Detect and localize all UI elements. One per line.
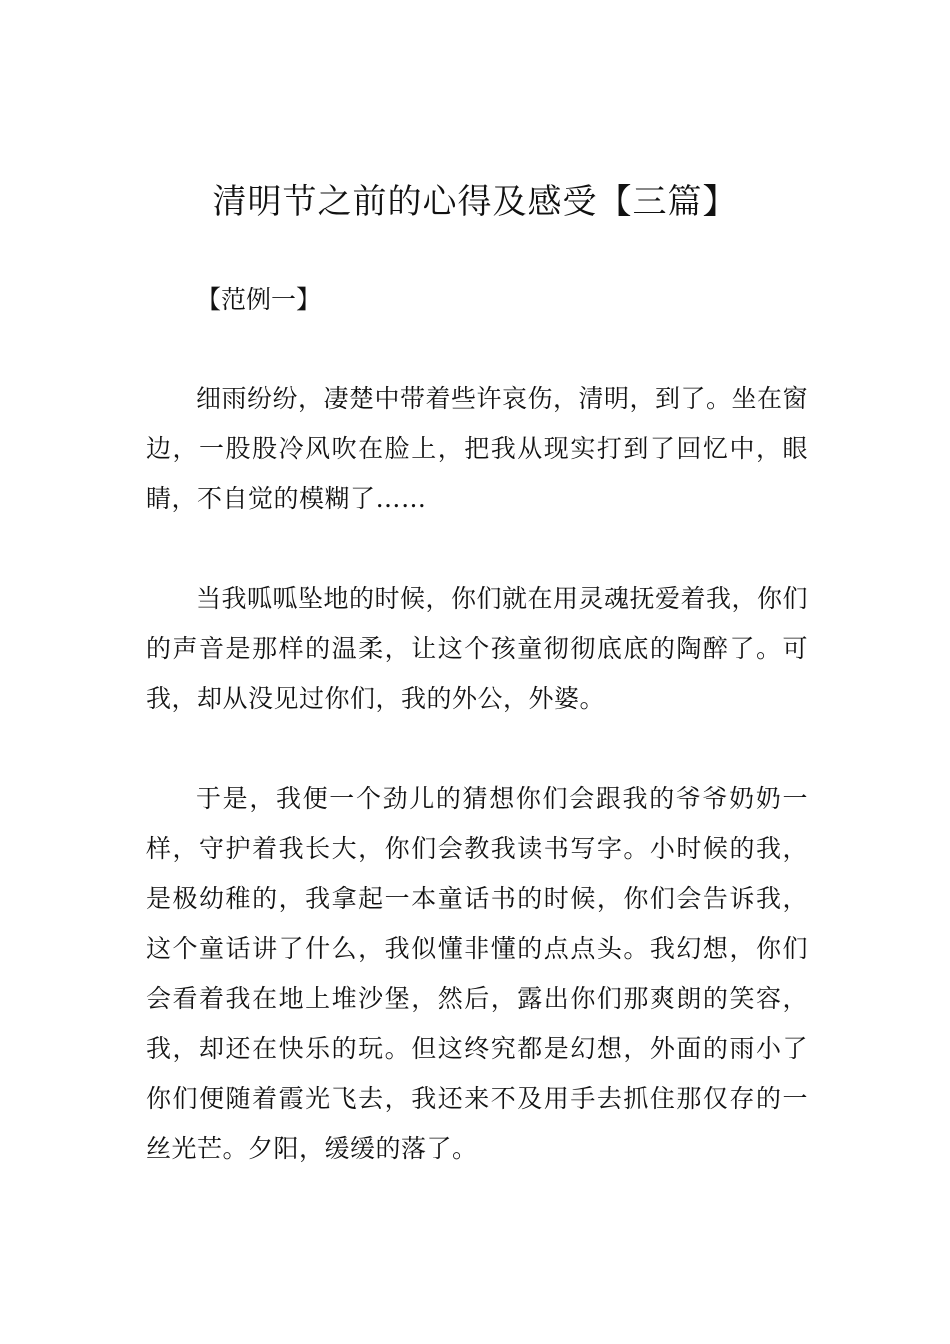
paragraph-1: 细雨纷纷，凄楚中带着些许哀伤，清明，到了。坐在窗边，一股股冷风吹在脸上，把我从现实打到了回忆中，眼睛，不自觉的模糊了……	[146, 384, 809, 513]
paragraph-2: 当我呱呱坠地的时候，你们就在用灵魂抚爱着我，你们的声音是那样的温柔，让这个孩童彻彻底底的陶醉了。可我，却从没见过你们，我的外公，外婆。	[146, 584, 809, 713]
paragraph-3: 于是，我便一个劲儿的猜想你们会跟我的爷爷奶奶一样，守护着我长大，你们会教我读书写字。小时候的我，是极幼稚的，我拿起一本童话书的时候，你们会告诉我，这个童话讲了什么，我似懂非懂的点点头。我幻想，你们会看着我在地上堆沙堡，然后，露出你们那爽朗的笑容，我，却还在快乐的玩。但这终究都是幻想，外面的雨小了你们便随着霞光飞去，我还来不及用手去抓住那仅存的一丝光芒。夕阳，缓缓的落了。	[146, 784, 808, 1163]
section-label: 【范例一】	[196, 285, 322, 314]
document-title: 清明节之前的心得及感受【三篇】	[212, 182, 738, 222]
